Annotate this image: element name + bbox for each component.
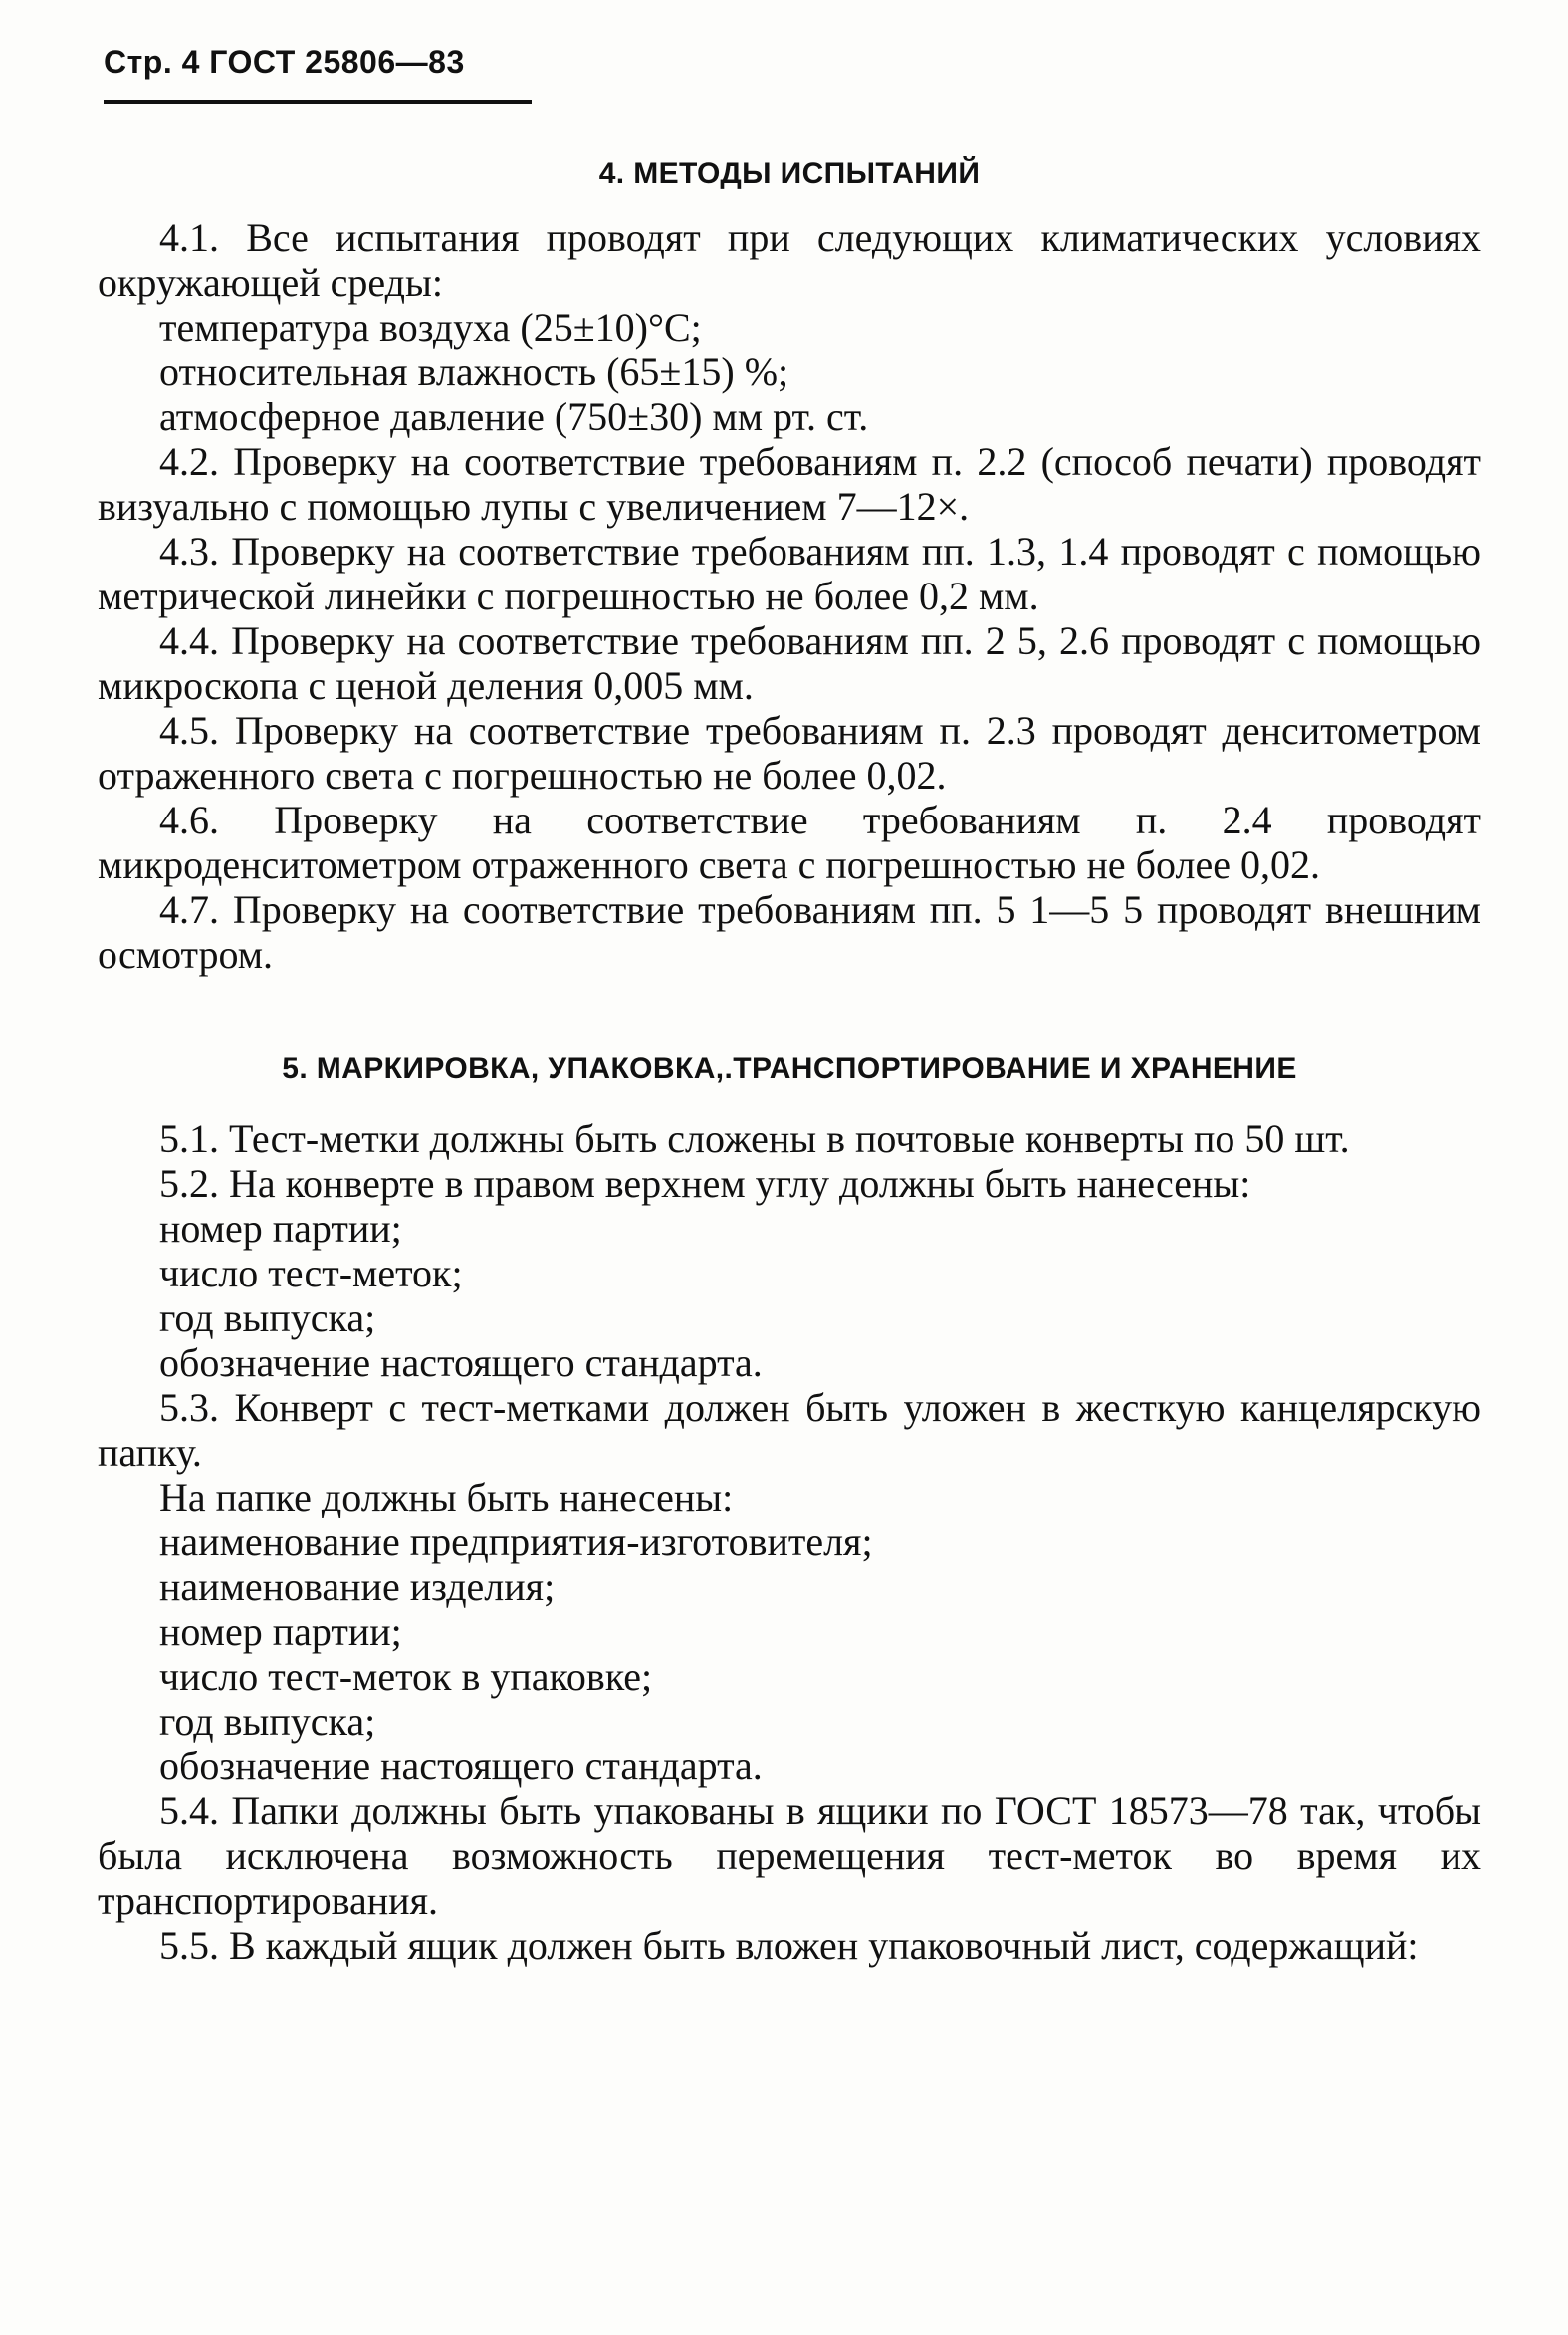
clause-5-5: 5.5. В каждый ящик должен быть вложен упаковочный лист, содержащий: [159, 1923, 1419, 1968]
clause-4-5: 4.5. Проверку на соответствие требованиям п. 2.3 проводят денситометром отраженного света с погрешностью не более 0,02. [98, 708, 1481, 798]
list-item: год выпуска; [159, 1699, 376, 1744]
list-item: наименование изделия; [159, 1564, 556, 1609]
page-header: Стр. 4 ГОСТ 25806—83 [104, 44, 465, 80]
list-item: год выпуска; [159, 1295, 376, 1340]
list-item: номер партии; [159, 1206, 402, 1251]
clause-5-4: 5.4. Папки должны быть упакованы в ящики по ГОСТ 18573—78 так, чтобы была исключена возможность перемещения тест-меток во время их транспортирования. [98, 1788, 1481, 1923]
list-item: обозначение настоящего стандарта. [159, 1340, 763, 1385]
list-item: атмосферное давление (750±30) мм рт. ст. [159, 394, 869, 439]
list-item: относительная влажность (65±15) %; [159, 350, 789, 394]
clause-5-2: 5.2. На конверте в правом верхнем углу должны быть нанесены: [159, 1161, 1251, 1206]
document-body [98, 149, 1481, 1968]
clause-5-3: 5.3. Конверт с тест-метками должен быть уложен в жесткую канцелярскую папку. [98, 1385, 1481, 1475]
clause-4-6: 4.6. Проверку на соответствие требованиям п. 2.4 проводят микроденситометром отраженного света с погрешностью не более 0,02. [98, 798, 1481, 887]
list-item: обозначение настоящего стандарта. [159, 1744, 763, 1788]
section-4-title: 4. МЕТОДЫ ИСПЫТАНИЙ [598, 157, 981, 190]
section-5 [98, 1052, 1481, 1968]
clause-4-4: 4.4. Проверку на соответствие требованиям пп. 2 5, 2.6 проводят с помощью микроскопа с ценой деления 0,005 мм. [98, 618, 1481, 708]
list-item: номер партии; [159, 1609, 402, 1654]
clause-5-1: 5.1. Тест-метки должны быть сложены в почтовые конверты по 50 шт. [159, 1116, 1350, 1161]
clause-4-7: 4.7. Проверку на соответствие требованиям пп. 5 1—5 5 проводят внешним осмотром. [98, 887, 1481, 977]
clause-4-1: 4.1. Все испытания проводят при следующих климатических условиях окружающей среды: [98, 215, 1481, 305]
section-5-title: 5. МАРКИРОВКА, УПАКОВКА,.ТРАНСПОРТИРОВАНИЕ И ХРАНЕНИЕ [282, 1052, 1297, 1085]
clause-5-3-intro: На папке должны быть нанесены: [159, 1475, 734, 1519]
list-item: наименование предприятия-изготовителя; [159, 1519, 873, 1564]
clause-4-2: 4.2. Проверку на соответствие требованиям п. 2.2 (способ печати) проводят визуально с помощью лупы с увеличением 7—12×. [98, 439, 1481, 529]
section-4 [98, 157, 1481, 977]
list-item: число тест-меток в упаковке; [159, 1654, 653, 1699]
list-item: число тест-меток; [159, 1251, 463, 1295]
header-underline [104, 100, 532, 104]
clause-4-3: 4.3. Проверку на соответствие требованиям пп. 1.3, 1.4 проводят с помощью метрической линейки с погрешностью не более 0,2 мм. [98, 529, 1481, 618]
list-item: температура воздуха (25±10)°С; [159, 305, 702, 350]
